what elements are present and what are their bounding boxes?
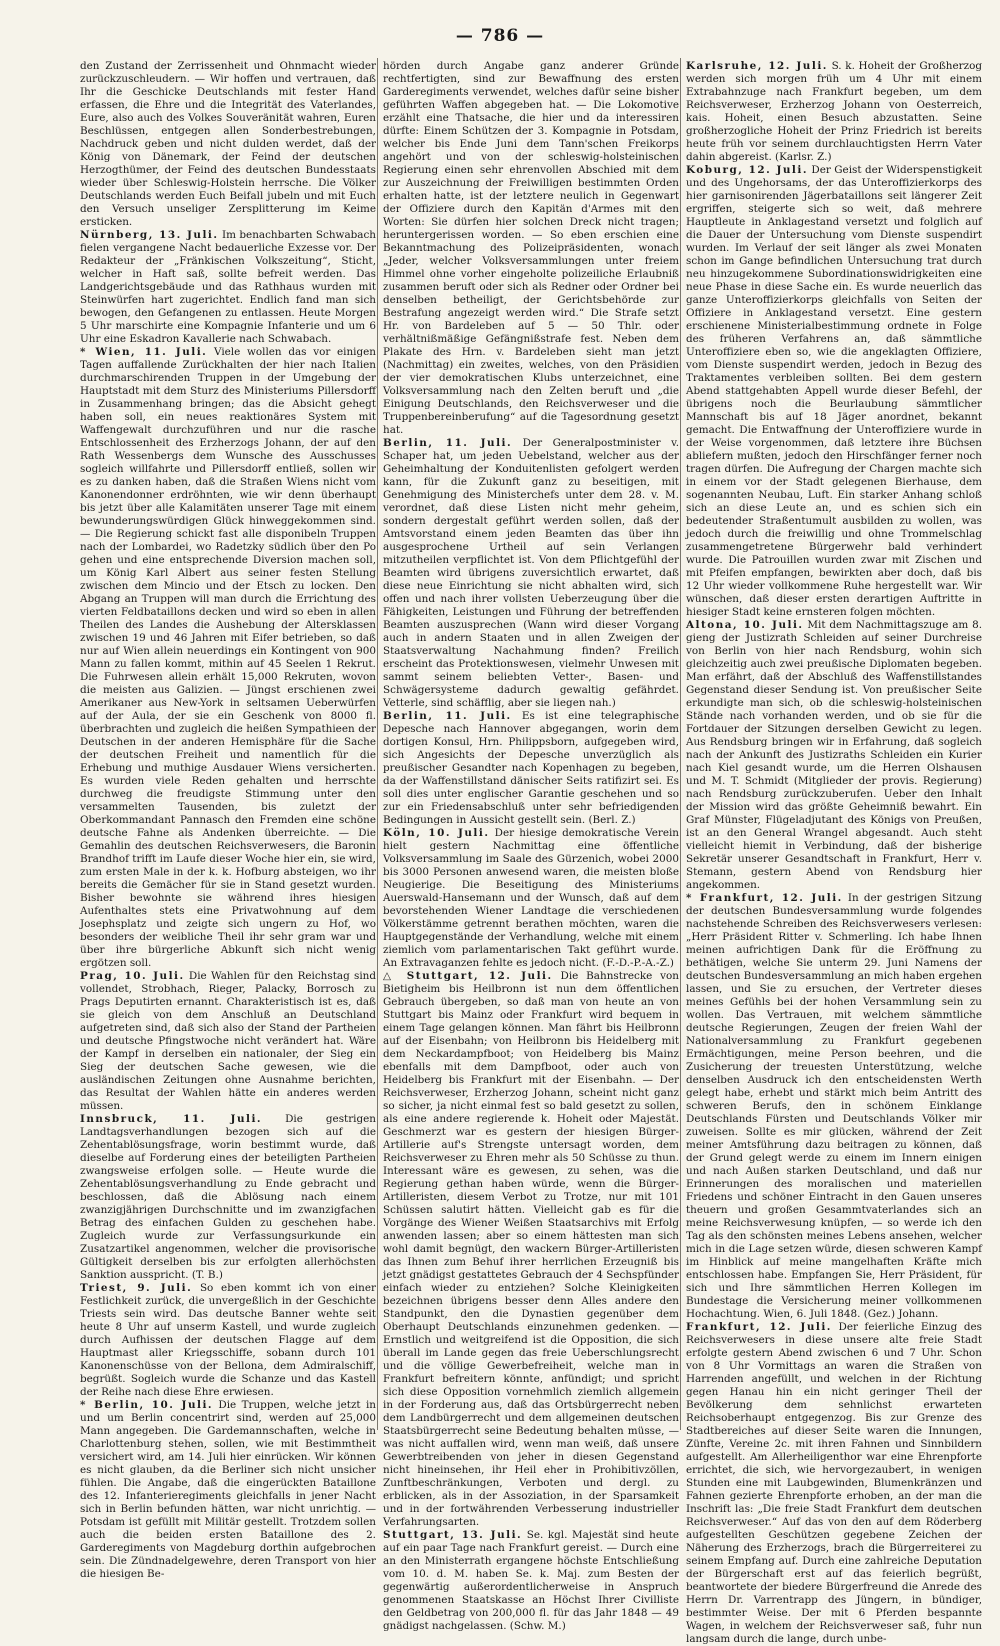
article-dateline: Berlin, 11. Juli. <box>383 437 513 449</box>
column-3 <box>686 60 983 1645</box>
article-body: Die Bahnstrecke von Bietigheim bis Heilbronn ist nun dem öffentlichen Gebrauch übergeben, so daß man von heute an von Stuttgart bis Mainz oder Frankfurt wird bequem in einem Tage gelangen können. Man fährt bis Heilbronn auf der Eisenbahn; von Heilbronn bis Heidelberg mit dem Neckardampfboot; von Heidelberg bis Mainz ebenfalls mit dem Dampfboot, oder auch von Heidelberg bis Frankfurt mit der Eisenbahn. — Der Reichsverweser, Erzherzog Johann, scheint nicht ganz so sicher, ja nicht einmal fest so bald gesetzt zu sollen, als eine andere regierende k. Hoheit oder Majestät. Geschmerzt war es gestern der hiesigen Bürger-Artillerie auf's Strengste untersagt worden, dem Reichsverweser zu Ehren mehr als 50 Schüsse zu thun. Interessant wäre es gewesen, zu sehen, was die Regierung gethan haben würde, wenn die Bürger-Artilleristen, diesem Verbot zu Trotze, nur mit 101 Schüssen salutirt hätten. Vielleicht gab es für die Vorgänge des Wiener Weißen Staatsarchivs mit Erfolg anwenden lassen; aber so einem hättesten man sich wohl damit begnügt, den wackern Bürger-Artilleristen das Ihnen zum Behuf ihrer herrlichen Erzeugniß bis jetzt gnädigst gestattetes Gebrauch der 4 Sechspfünder einfach wieder zu entziehen? Solche Kleinigkeiten bezeichnen übrigens besser denn Alles andere den Standpunkt, den die Dynastien gegenüber dem Oberhaupt Deutschlands einzunehmen gedenken. — Ernstlich und weitgreifend ist die Opposition, die sich überall im Lande gegen das freie Ueberschlungsrecht und die völlige Gewerbefreiheit, welche man in Frankfurt befreitern könnte, anfündigt; und spricht sich diese Opposition vornehmlich ziemlich allgemein in der Forderung aus, daß das Ortsbürgerrecht neben dem Landbürgerrecht und dem allgemeinen deutschen Staatsbürgerrecht seine Bedeutung behalten müsse, — was nicht auffallen wird, wenn man weiß, daß unsere Gewerbtreibenden von jeher in diesen Gegenstand nicht hineinsehen, ihr Heil eher in Prohibitivzöllen, Zunftbeschränkungen, Verboten und dergl. zu erblicken, als in der Assoziation, in der Sparsamkeit und in der fortwährenden Verbesserung industrieller Verfahrungsarten. <box>383 970 679 1528</box>
article-dateline: Nürnberg, 13. Juli. <box>80 229 219 241</box>
article-body: So eben kommt ich von einer Festlichkeit zurück, die unvergeßlich in der Geschichte Triests sein wird. Das deutsche Banner wehte seit heute 8 Uhr auf unserm Kastell, und wurde zugleich durch Aufhissen der deutschen Flagge auf dem Hauptmast aller Kriegsschiffe, sobann durch 101 Kanonenschüsse von der Bellona, dem Admiralschiff, begrüßt. Sogleich wurde die Schanze und das Kastell der Reihe nach diese Ehre erwiesen. <box>80 1282 376 1398</box>
news-article <box>686 164 982 619</box>
news-article <box>686 1321 982 1646</box>
article-dateline: Stuttgart, 13. Juli. <box>383 1529 523 1541</box>
article-body: Der Generalpostminister v. Schaper hat, um jeden Uebelstand, welcher aus der Geheimhaltung der Konduitenlisten gefolgert werden kann, für die Zukunft ganz zu beseitigen, mit Genehmigung des Ministerchefs unter dem 28. v. M. verordnet, daß diese Listen nicht mehr geheim, sondern dergestalt geführt werden sollen, daß der Amtsvorstand einem jeden Beamten das über ihn ausgesprochene Urtheil auf sein Verlangen mitzutheilen verpflichtet ist. Von dem Pflichtgefühl der Beamten wird übrigens zuversichtlich erwartet, daß diese neue Einrichtung sie nicht abhalten wird, sich offen und nach ihrer vollsten Ueberzeugung über die Fähigkeiten, Leistungen und Führung der betreffenden Beamten auszusprechen (Wann wird dieser Vorgang auch in andern Staaten und in allen Zweigen der Staatsverwaltung Nachahmung finden? Freilich erscheint das Protektionswesen, vielmehr Unwesen mit sammt seinem beliebten Vetter-, Basen- und Schwägersysteme dadurch gewaltig gefährdet. Vetterle, sind schäfflig, aber sie liegen nah.) <box>383 437 680 709</box>
article-dateline: Triest, 9. Juli. <box>80 1282 193 1294</box>
article-dateline: Prag, 10. Juli. <box>80 970 185 982</box>
article-body: Im benachbarten Schwabach fielen vergangene Nacht bedauerliche Exzesse vor. Der Redakteur der „Fränkischen Volkszeitung“, Sticht, welcher in Haft saß, sollte befreit werden. Das Landgerichtsgebäude und das Rathhaus wurden mit Steinwürfen hart zugerichtet. Endlich fand man sich bewogen, den Gefangenen zu entlassen. Heute Morgen 5 Uhr marschirte eine Kompagnie Infanterie und um 6 Uhr eine Eskadron Kavallerie nach Schwabach. <box>80 229 376 345</box>
news-article <box>686 619 982 892</box>
column-1 <box>80 60 377 1580</box>
article-body: S. k. Hoheit der Großherzog werden sich morgen früh um 4 Uhr mit einem Extrabahnzuge nach Frankfurt begeben, um dem Reichsverweser, Erzherzog Johann von Oesterreich, kais. Hoheit, einen Besuch abzustatten. Seine großherzogliche Hoheit der Prinz Friedrich ist bereits heute früh vor seinem durchlauchtigsten Herrn Vater dahin abgereist. (Karlsr. Z.) <box>686 60 982 163</box>
article-body: Se. kgl. Majestät sind heute auf ein paar Tage nach Frankfurt gereist. — Durch eine an den Ministerrath ergangene höchste Entschließung vom 10. d. M. haben Se. k. Maj. zum Besten der gegenwärtig außerordentlicherweise in Anspruch genommenen Staatskasse an Höchst Ihrer Civilliste den Geldbetrag von 200,000 fl. für das Jahr 1848 — 49 gnädigst nachgelassen. (Schw. M.) <box>383 1529 679 1632</box>
article-dateline: Altona, 10. Juli. <box>686 619 804 631</box>
news-article <box>383 827 679 970</box>
article-body: Die Wahlen für den Reichstag sind vollendet, Strobhach, Rieger, Palacky, Borrosch zu Prags Deputirten ernannt. Charakteristisch ist es, daß sie gleich von dem Anschluß an Deutschland aufgetreten sind, daß sich also der Stand der Partheien und deutsche Pfingstwoche nicht verändert hat. Wäre der Kampf in derselben ein nationaler, der Sieg ein Sieg der deutschen Sache gewesen, wie die ausländischen Zeitungen ohne Ausnahme berichten, das Resultat der Wahlen hätte ein anderes werden müssen. <box>80 970 376 1112</box>
news-article <box>80 1399 376 1581</box>
page-number: — 786 — <box>455 26 545 46</box>
news-article <box>686 892 982 1321</box>
article-dateline: Berlin, 11. Juli. <box>383 710 512 722</box>
article-dateline: △ Stuttgart, 12. Juli. <box>383 970 553 982</box>
news-article <box>80 970 376 1113</box>
article-dateline: * Wien, 11. Juli. <box>80 346 208 358</box>
news-article <box>383 1529 679 1633</box>
news-article <box>80 229 376 346</box>
news-article <box>80 1113 376 1282</box>
article-body: In der gestrigen Sitzung der deutschen Bundesversammlung wurde folgendes nachstehende Schreiben des Reichsverwesers verlesen: „Herr Präsident Ritter v. Schmerling. Ich habe Ihnen meinen aufrichtigen Dank für die Eröffnung zu bethätigen, welche Sie unterm 29. Juni Namens der deutschen Bundesversammlung an mich haben ergehen lassen, und Sie zu ersuchen, der Vertreter dieses meines Gefühls bei der hohen Versammlung sein zu wollen. Das Vertrauen, mit welchem sämmtliche deutsche Regierungen, Zeugen der freien Wahl der Nationalversammlung zu Frankfurt gegebenen Ermächtigungen, meine Person beehren, und die Zusicherung der treuesten Unterstützung, welche denselben Ausdruck ich den entscheidensten Werth gelegt habe, erhebt und stärkt mich beim Antritt des schweren Berufs, den in schönem Einklange Deutschlands Fürsten und Deutschlands Völker mir zuweisen. Sollte es mir glücken, während der Zeit meiner Amtsführung dazu beitragen zu können, daß der Grund gelegt werde zu einem im Innern einigen und nach Außen starken Deutschland, und daß nur Erinnerungen des moralischen und materiellen Friedens und schöner Eintracht in den Gauen unseres theuern und großen Gesammtvaterlandes sich an meine Reichsverwesung knüpfen, — so werde ich den Tag als den schönsten meines Lebens ansehen, welcher mich in die Lage setzen würde, diesen schweren Kampf im Hinblick auf meine mangelhaften Kräfte mich entschlossen habe. Empfangen Sie, Herr Präsident, für sich und Ihre sämmtlichen Herren Kollegen im Bundestage die Versicherung meiner vollkommenen Hochachtung. Wien, 6. Juli 1848. (Gez.) Johann. <box>686 892 983 1320</box>
news-article <box>80 346 376 970</box>
article-dateline: Frankfurt, 12. Juli. <box>686 1321 832 1333</box>
article-dateline: Köln, 10. Juli. <box>383 827 490 839</box>
column-2 <box>383 60 680 1632</box>
news-article <box>383 60 679 437</box>
news-article <box>686 60 982 164</box>
article-body: Es ist eine telegraphische Depesche nach Hannover abgegangen, worin dem dortigen Konsul, Hrn. Philippsborn, aufgegeben wird, sich Angesichts der Depesche unverzüglich als preußischer Gesandter nach Kopenhagen zu begeben, da der Waffenstillstand dänischer Seits ratifizirt sei. Es soll dies unter englischer Garantie geschehen und so zur ein Friedensabschluß unter sehr befriedigenden Bedingungen in Aussicht gestellt sein. (Berl. Z.) <box>383 710 679 826</box>
news-article <box>80 60 376 229</box>
news-article <box>383 437 679 710</box>
article-dateline: * Berlin, 10. Juli. <box>80 1399 214 1411</box>
column-divider <box>680 58 681 1430</box>
news-article <box>80 1282 376 1399</box>
article-body: Der feierliche Einzug des Reichsverwesers in diese unsere alte freie Stadt erfolgte gestern Abend zwischen 6 und 7 Uhr. Schon von 8 Uhr Vormittags an waren die Straßen von Harrenden angefüllt, und welchen in der Richtung gegen Hanau hin ein nicht geringer Theil der Bevölkerung dem sehnlichst erwarteten Reichsoberhaupt entgegenzog. Bis zur Grenze des Stadtbereiches auf dieser Seite waren die Innungen, Zünfte, Vereine 2c. mit ihren Fahnen und Sinnbildern aufgestellt. Am Allerheiligenthor war eine Ehrenpforte errichtet, die sich, wie hervorgezaubert, in wenigen Stunden eine mit Laubgewinden, Blumenkränzen und Fahnen gezierte Ehrenpforte erhoben, an der man die Inschrift las: „Die freie Stadt Frankfurt dem deutschen Reichsverweser.“ Auf das von den auf dem Röderberg aufgestellten Geschützen gegebene Zeichen der Näherung des Erzherzogs, brach die Bürgerreiterei zu seinem Empfang auf. Durch eine zahlreiche Deputation der Bürgerschaft erst auf das feierlich begrüßt, beantwortete der biedere Bürgerfreund die Anrede des Herrn Dr. Varrentrapp des Jüngern, in bündiger, bestimmter Weise. Der mit 6 Pferden bespannte Wagen, in welchem der Reichsverweser saß, fuhr nun langsam durch die lange, durch unbe- <box>686 1321 982 1645</box>
article-body: Der Geist der Widerspenstigkeit und des Ungehorsams, der das Unteroffizierkorps des hier garnisonirenden Jägerbataillons seit längerer Zeit ergriffen, steigerte sich so weit, daß mehrere Hauptleute in Anklagestand versetzt und folglich auf die Dauer der Untersuchung vom Dienste suspendirt wurden. Im Verlauf der seit länger als zwei Monaten schon im Gange befindlichen Untersuchung trat durch neu hinzugekommene Subordinationswidrigkeiten eine neue Phase in diese Sache ein. Es wurde neuerlich das ganze Unteroffizierkorps gleichfalls von Seiten der Offiziere in Anklagestand versetzt. Eine gestern erschienene Ministerialbestimmung ordnete in Folge des früheren Verfahrens an, daß sämmtliche Unteroffiziere eben so, wie die angeklagten Offiziere, vom Dienste suspendirt werden, jedoch in Bezug des Traktamentes verbleiben sollten. Bei dem gestern Abend stattgehabten Appell wurde dieser Befehl, der übrigens noch die Beurlaubung sämmtlicher Mannschaft bis auf 18 Jäger anordnet, bekannt gemacht. Die Entwaffnung der Unteroffiziere wurde in der Weise vorgenommen, daß letztere ihre Büchsen abliefern mußten, jedoch den Hirschfänger ferner noch tragen dürfen. Die Aufregung der Chargen machte sich in einem vor der Stadt gelegenen Bierhause, dem sogenannten Neubau, Luft. Ein starker Anhang schloß sich an diese Leute an, und es schien sich ein bedeutender Straßentumult ausbilden zu wollen, was jedoch durch die freiwillig und ohne Trommelschlag zusammengetretene Bürgerwehr bald verhindert wurde. Die Patrouillen wurden zwar mit Zischen und mit Pfeifen empfangen, bewirkten aber doch, daß bis 12 Uhr wieder vollkommene Ruhe hergestellt war. Wir wünschen, daß dieser ersten derartigen Auftritte in hiesiger Stadt keine ernsteren folgen möchten. <box>686 164 982 618</box>
article-dateline: Karlsruhe, 12. Juli. <box>686 60 828 72</box>
article-body: hörden durch Angabe ganz anderer Gründe rechtfertigten, sind zur Bewaffnung des ersten Garderegiments verwendet, welches dafür seine bisher geführten Waffen abgegeben hat. — Die Lokomotive erzählt eine Thatsache, die hier und da interessiren dürfte: Einem Schützen der 3. Kompagnie in Potsdam, welcher bis Ende Juni dem Tann'schen Freikorps angehört und von der schleswig-holsteinischen Regierung einen sehr ehrenvollen Abschied mit dem zur Auszeichnung der Freiwilligen bestimmten Orden erhalten hatte, ist der letztere neulich in Gegenwart der Offiziere durch den Kapitän d'Armes mit den Worten: Sie dürfen hier solchen Dreck nicht tragen; heruntergerissen worden. — So eben erschien eine Bekanntmachung des Polizeipräsidenten, wonach „Jeder, welcher Volksversammlungen unter freiem Himmel ohne vorher eingeholte polizeiliche Erlaubniß zusammen beruft oder sich als Redner oder Ordner bei denselben betheiligt, der Gerichtsbehörde zur Bestrafung angezeigt werden wird.“ Die Strafe setzt Hr. von Bardeleben auf 5 — 50 Thlr. oder verhältnißmäßige Gefängnißstrafe fest. Neben dem Plakate des Hrn. v. Bardeleben sieht man jetzt (Nachmittag) ein zweites, welches, von den Präsidien der vier demokratischen Klubs unterzeichnet, eine Volksversammlung nach den Zelten beruft und „die Einigung Deutschlands, den Reichsverweser und die Truppenbereinberufung“ auf die Tagesordnung gesetzt hat. <box>383 60 679 436</box>
column-divider <box>377 58 378 1430</box>
article-body: den Zustand der Zerrissenheit und Ohnmacht wieder zurückzuschleudern. — Wir hoffen und vertrauen, daß Ihr die Geschicke Deutschlands mit fester Hand erfassen, die Ehre und die Integrität des Vaterlandes, Eure, also auch des Volkes Souveränität wahren, Euren Beschlüssen, entgegen allen Sonderbestrebungen, Nachdruck geben und nicht dulden werdet, daß der König von Dänemark, der Feind der deutschen Herzogthümer, der Feind des deutschen Bundesstaats wieder über Schleswig-Holstein herrsche. Die Völker Deutschlands werden Euch Beifall jubeln und mit Euch den Versuch unseliger Zersplitterung im Keime ersticken. <box>80 60 376 228</box>
article-dateline: Innsbruck, 11. Juli. <box>80 1113 263 1125</box>
article-body: Die Truppen, welche jetzt in und um Berlin concentrirt sind, werden auf 25,000 Mann angegeben. Die Gardemannschaften, welche in Charlottenburg stehen, sollen, wie mit Bestimmtheit versichert wird, am 14. Juli hier einrücken. Wir können es nicht glauben, da die Berliner sich nicht unsicher fühlen. Die Angabe, daß die eingerückten Bataillone des 12. Infanterieregiments gleichfalls in jener Nacht sich in Berlin befunden hätten, war nicht unrichtig. — Potsdam ist gefüllt mit Militär gestellt. Trotzdem sollen auch die beiden ersten Bataillone des 2. Garderegiments von Magdeburg dorthin aufgebrochen sein. Die Zündnadelgewehre, deren Transport von hier die hiesigen Be- <box>80 1399 377 1580</box>
article-dateline: Koburg, 12. Juli. <box>686 164 808 176</box>
article-body: Der hiesige demokratische Verein hielt gestern Nachmittag eine öffentliche Volksversammlung im Saale des Gürzenich, wobei 2000 bis 3000 Personen anwesend waren, die meisten bloße Neugierige. Die Beseitigung des Ministeriums Auerswald-Hansemann und der Wunsch, daß auf dem bevorstehenden Wiener Landtage die verschiedenen Völkerstämme getrennt berathen möchten, waren die Hauptgegenstände der Verhandlung, welche mit einem ziemlich vom parlamentarischen Takt geführt wurde. An Extravaganzen fehlte es jedoch nicht. (F.-D.-P.-A.-Z.) <box>383 827 679 969</box>
news-article <box>383 710 679 827</box>
article-body: Mit dem Nachmittagszuge am 8. gieng der Justizrath Schleiden auf seiner Durchreise von Berlin von hier nach Rendsburg, wohin sich gleichzeitig auch zwei preußische Diplomaten begeben. Man erfährt, daß der Abschluß des Waffenstillstandes Gegenstand dieser Sendung ist. Von preußischer Seite erkundigte man sich, ob die schleswig-holsteinischen Stände nach vorhanden werden, und ob sie für die Fortdauer der Sitzungen derselben Gewicht zu legen. Aus Rendsburg bringen wir in Erfahrung, daß sogleich nach der Ankunft des Justizraths Schleiden ein Kurier nach Kiel gesandt wurde, um die Herren Olshausen und M. T. Schmidt (Mitglieder der provis. Regierung) nach Rendsburg zurückzuberufen. Ueber den Inhalt der Mission wird das größte Geheimniß bewahrt. Ein Graf Münster, Flügeladjutant des Königs von Preußen, ist an den General Wrangel abgesandt. Auch steht vielleicht hiemit in Verbindung, daß der bisherige Sekretär unserer Gesandtschaft in Frankfurt, Herr v. Stemann, gestern Abend von Rendsburg hier angekommen. <box>686 619 982 891</box>
news-article <box>383 970 679 1529</box>
article-dateline: * Frankfurt, 12. Juli. <box>686 892 843 904</box>
article-body: Die gestrigen Landtagsverhandlungen bezogen sich auf die Zehentablösungsfrage, worin bestimmt wurde, daß dieselbe auf Forderung eines der beteiligten Partheien zwangsweise erfolgen solle. — Heute wurde die Zehentablösungsverhandlung zu Ende gebracht und beschlossen, daß die Ablösung nach einem zwanzigjährigen Durchschnitte und im zwanzigfachen Betrag des einfachen Gulden zu geschehen habe. Zugleich wurde zur Verfassungsurkunde ein Zusatzartikel angenommen, welcher die provisorische Gültigkeit derselben bis zur erfolgten allerhöchsten Sanktion ausspricht. (T. B.) <box>80 1113 376 1281</box>
article-body: Viele wollen das vor einigen Tagen auffallende Zurückhalten der hier nach Italien durchmarschirenden Truppen in der Umgebung der Hauptstadt mit dem Sturz des Ministeriums Pillersdorff in Zusammenhang bringen; das die Absicht gehegt haben soll, ein neues reaktionäres System mit Waffengewalt durchzuführen und nur die rasche Entschlossenheit des Erzherzogs Johann, der auf den Rath Wessenbergs dem Wunsche des Ausschusses sogleich willfahrte und Pillersdorff entließ, sollen wir es zu danken haben, daß die Straßen Wiens nicht vom Kanonendonner erdröhnten, wie wir denn überhaupt bis jetzt über alle Kalamitäten unserer Tage mit einem bewunderungswürdigen Glück hinweggekommen sind. — Die Regierung schickt fast alle disponibeln Truppen nach der Lombardei, wo Radetzky südlich über den Po gehen und eine entsprechende Diversion machen soll, um König Karl Albert aus seiner festen Stellung zwischen dem Mincio und der Etsch zu locken. Den Abgang an Truppen will man durch die Errichtung des vierten Feldbataillons decken und wird so eben in allen Theilen des Landes die Aushebung der Altersklassen zwischen 19 und 46 Jahren mit Eifer betrieben, so daß nur auf Wien allein neuerdings ein Kontingent von 900 Mann zu fallen kommt, mithin auf 45 Seelen 1 Rekrut. Die Fuhrwesen allein erhält 15,000 Rekruten, wovon die meisten aus Galizien. — Jüngst erschienen zwei Amerikaner aus New-York in seltsamen Ueberwürfen auf der Aula, der sie ein Geschenk von 8000 fl. überbrachten und zugleich die heißen Sympathieen der Deutschen in der anderen Hemisphäre für die Sache der deutschen Freiheit und namentlich für die Erhebung und muthige Ausdauer Wiens versicherten. Es wurden viele Reden gehalten und herrschte durchweg die freudigste Stimmung unter den versammelten Tausenden, bis zuletzt der Oberkommandant Pannasch den Fremden eine schöne deutsche Fahne als Andenken überreichte. — Die Gemahlin des deutschen Reichsverwesers, die Baronin Brandhof trifft im Laufe dieser Woche hier ein, sie wird, zum ersten Male in der k. k. Hofburg absteigen, wo ihr bereits die Gemächer für sie in Stand gesetzt wurden. Bisher bewohnte sie während ihres hiesigen Aufenthaltes stets eine Privatwohnung auf dem Josephsplatz und zeigte sich ungern zu Hof, wo besonders der weibliche Theil ihr sehr gram war und über ihre bürgerliche Abkunft sich nicht wenig ergötzen soll. <box>80 346 376 969</box>
